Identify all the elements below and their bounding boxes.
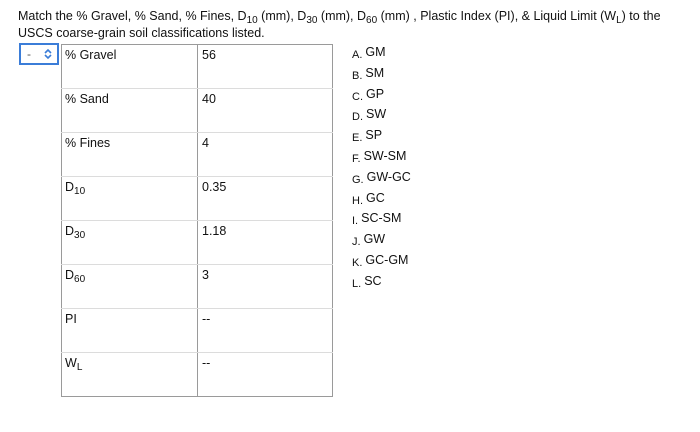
option-item — [352, 273, 411, 294]
label-text: PI — [65, 312, 77, 326]
option-item — [352, 127, 411, 148]
option-item — [352, 169, 411, 190]
option-item — [352, 252, 411, 273]
row-label — [62, 353, 198, 397]
option-letter: J. — [352, 236, 361, 249]
label-subscript: 30 — [74, 230, 86, 241]
row-value: 3 — [198, 265, 333, 309]
option-item — [352, 210, 411, 231]
subscript: 30 — [306, 15, 318, 26]
option-text: GM — [365, 45, 386, 59]
label-base: D — [65, 224, 75, 238]
question-part: (mm), D — [317, 9, 367, 23]
option-text: SC-SM — [361, 211, 402, 226]
question-part: Match the % Gravel, % Sand, % Fines, D — [18, 9, 247, 23]
dropdown-selected-value: - — [27, 47, 31, 61]
subscript: 10 — [246, 15, 258, 26]
label-text: % Gravel — [65, 48, 117, 62]
label-text: % Fines — [65, 136, 111, 150]
row-value: 4 — [198, 133, 333, 177]
label-subscript: 60 — [74, 274, 86, 285]
subscript: 60 — [366, 15, 378, 26]
row-label — [62, 309, 198, 353]
option-letter: K. — [352, 256, 363, 269]
label-text: % Sand — [65, 92, 109, 106]
option-letter: I. — [352, 215, 359, 228]
row-label — [62, 89, 198, 133]
answer-dropdown[interactable] — [19, 43, 59, 65]
label-subscript: 10 — [74, 186, 86, 197]
table-row — [62, 265, 333, 309]
up-down-chevron-icon — [43, 48, 53, 60]
option-letter: C. — [352, 90, 363, 103]
table-row — [62, 309, 333, 353]
row-value: -- — [198, 353, 333, 397]
option-text: GC — [366, 190, 385, 205]
option-letter: F. — [352, 152, 361, 165]
option-letter: D. — [352, 111, 363, 124]
row-value: 40 — [198, 89, 333, 133]
label-subscript: L — [76, 362, 83, 373]
option-letter: B. — [352, 69, 363, 82]
label-base: W — [65, 356, 77, 370]
table-row — [62, 89, 333, 133]
option-item — [352, 231, 411, 252]
row-label — [62, 177, 198, 221]
option-text: SM — [365, 65, 385, 80]
option-text: SW-SM — [363, 148, 407, 163]
option-item — [352, 148, 411, 169]
classification-options-list — [352, 44, 411, 294]
row-value: 56 — [198, 45, 333, 89]
table-row — [62, 221, 333, 265]
option-text: SC — [364, 273, 382, 288]
table-row — [62, 45, 333, 89]
table-row — [62, 353, 333, 397]
row-label — [62, 45, 198, 89]
row-value: 0.35 — [198, 177, 333, 221]
row-label — [62, 265, 198, 309]
option-text: GW-GC — [366, 169, 411, 184]
question-part: ) to the USCS coarse-grain soil classifications listed. — [18, 9, 661, 40]
option-text: GC-GM — [365, 252, 409, 267]
option-item — [352, 190, 411, 211]
option-item — [352, 44, 411, 65]
option-letter: E. — [352, 132, 363, 145]
soil-data-table — [61, 44, 333, 397]
question-text — [18, 8, 688, 42]
option-text: SW — [366, 107, 387, 122]
option-text: GW — [363, 232, 386, 247]
option-letter: H. — [352, 194, 363, 207]
option-letter: G. — [352, 173, 364, 186]
subscript: L — [616, 15, 622, 26]
option-letter: L. — [352, 277, 362, 290]
table-row — [62, 133, 333, 177]
question-part: (mm) , Plastic Index (PI), & Liquid Limit (W — [377, 9, 617, 23]
option-item — [352, 106, 411, 127]
table-row — [62, 177, 333, 221]
option-item — [352, 86, 411, 107]
option-item — [352, 65, 411, 86]
option-letter: A. — [352, 49, 363, 61]
row-value: 1.18 — [198, 221, 333, 265]
row-label — [62, 221, 198, 265]
label-base: D — [65, 268, 75, 282]
option-text: SP — [365, 128, 383, 143]
label-base: D — [65, 180, 75, 194]
row-label — [62, 133, 198, 177]
question-part: (mm), D — [257, 9, 307, 23]
option-text: GP — [366, 86, 385, 101]
row-value: -- — [198, 309, 333, 353]
